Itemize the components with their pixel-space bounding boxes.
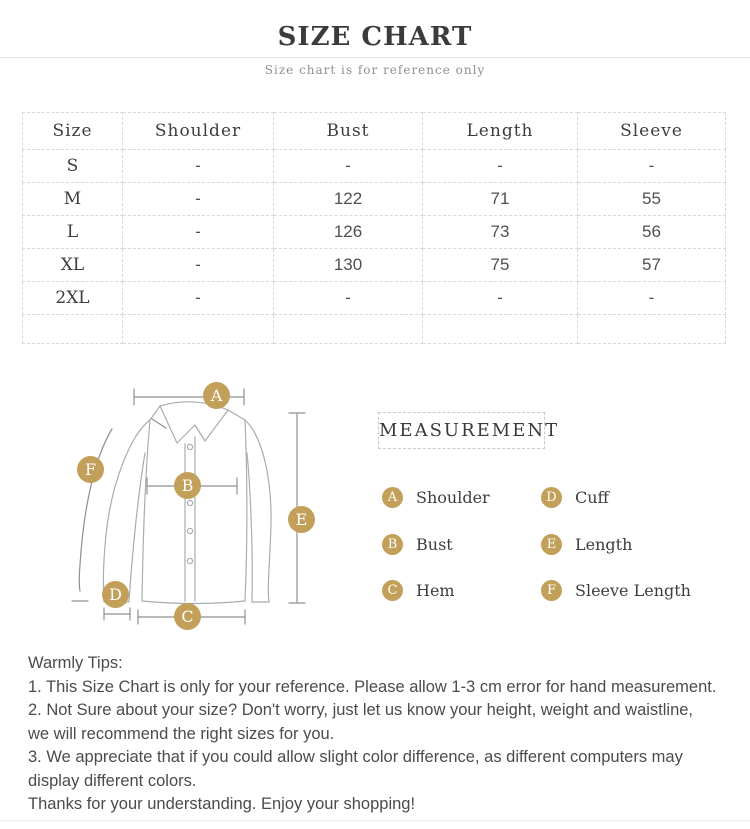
value-cell: - (578, 282, 726, 315)
legend-label: Bust (416, 534, 453, 554)
legend-badge-c: C (382, 580, 403, 601)
size-cell: 2XL (23, 282, 123, 315)
tips-line: display different colors. (28, 771, 197, 790)
page-title: SIZE CHART (277, 22, 473, 52)
value-cell: 57 (578, 249, 726, 282)
value-cell: 73 (423, 216, 578, 249)
marker-e-badge: E (288, 506, 315, 533)
warmly-tips (28, 652, 734, 817)
table-row-empty (23, 315, 726, 344)
legend-label: Cuff (575, 487, 609, 507)
value-cell: 56 (578, 216, 726, 249)
value-cell: - (123, 150, 274, 183)
header-cell-sleeve: Sleeve (578, 113, 726, 150)
tips-line: 3. We appreciate that if you could allow slight color difference, as different computers may (28, 748, 683, 766)
header-cell-bust: Bust (274, 113, 423, 150)
value-cell: - (274, 150, 423, 183)
value-cell: - (123, 216, 274, 249)
legend-badge-b: B (382, 534, 403, 555)
marker-c-badge: C (174, 603, 201, 630)
legend-item-hem (382, 579, 455, 601)
legend-badge-f: F (541, 580, 562, 601)
value-cell: 71 (423, 183, 578, 216)
value-cell (123, 315, 274, 344)
table-row-l (23, 216, 726, 249)
value-cell (274, 315, 423, 344)
legend-item-bust (382, 533, 453, 555)
value-cell: - (123, 282, 274, 315)
marker-b-badge: B (174, 472, 201, 499)
value-cell: 75 (423, 249, 578, 282)
measurement-title-box (378, 412, 560, 449)
tips-line: Warmly Tips: (28, 654, 123, 672)
legend-badge-e: E (541, 534, 562, 555)
value-cell: 126 (274, 216, 423, 249)
legend-badge-a: A (382, 487, 403, 508)
size-cell: S (23, 150, 123, 183)
legend-label: Hem (416, 580, 455, 600)
header-cell-size: Size (23, 113, 123, 150)
value-cell: - (423, 150, 578, 183)
legend-label: Length (575, 534, 633, 554)
table-row-xl (23, 249, 726, 282)
value-cell (423, 315, 578, 344)
measurement-title: MEASUREMENT (379, 420, 560, 441)
size-cell: M (23, 183, 123, 216)
size-table-header-row (23, 113, 726, 150)
size-cell (23, 315, 123, 344)
size-table (22, 112, 726, 344)
table-row-2xl (23, 282, 726, 315)
value-cell: 122 (274, 183, 423, 216)
bottom-divider (0, 820, 750, 821)
tips-line: 1. This Size Chart is only for your reference. Please allow 1-3 cm error for hand measurement. (28, 677, 717, 696)
legend-label: Shoulder (416, 487, 490, 507)
title-divider (0, 57, 750, 58)
header-cell-length: Length (423, 113, 578, 150)
marker-f-badge: F (77, 456, 104, 483)
legend-item-length (541, 533, 632, 555)
value-cell: 130 (274, 249, 423, 282)
value-cell: - (123, 249, 274, 282)
value-cell: - (123, 183, 274, 216)
table-row-s (23, 150, 726, 183)
header-cell-shoulder: Shoulder (123, 113, 274, 150)
tips-line: we will recommend the right sizes for you. (28, 724, 335, 743)
shirt-diagram (55, 375, 340, 645)
size-cell: XL (23, 249, 123, 282)
size-cell: L (23, 216, 123, 249)
legend-item-cuff (541, 486, 609, 508)
value-cell (578, 315, 726, 344)
legend-badge-d: D (541, 487, 562, 508)
page-subtitle: Size chart is for reference only (264, 63, 486, 77)
value-cell: - (274, 282, 423, 315)
marker-d-badge: D (102, 581, 129, 608)
legend-item-sleeve-length (541, 579, 691, 601)
table-row-m (23, 183, 726, 216)
tips-line: 2. Not Sure about your size? Don't worry, just let us know your height, weight and waistline, (28, 701, 694, 719)
value-cell: - (423, 282, 578, 315)
legend-item-shoulder (382, 486, 490, 508)
tips-line: Thanks for your understanding. Enjoy your shopping! (28, 795, 416, 813)
value-cell: - (578, 150, 726, 183)
marker-a-badge: A (203, 382, 230, 409)
value-cell: 55 (578, 183, 726, 216)
legend-label: Sleeve Length (575, 580, 691, 600)
